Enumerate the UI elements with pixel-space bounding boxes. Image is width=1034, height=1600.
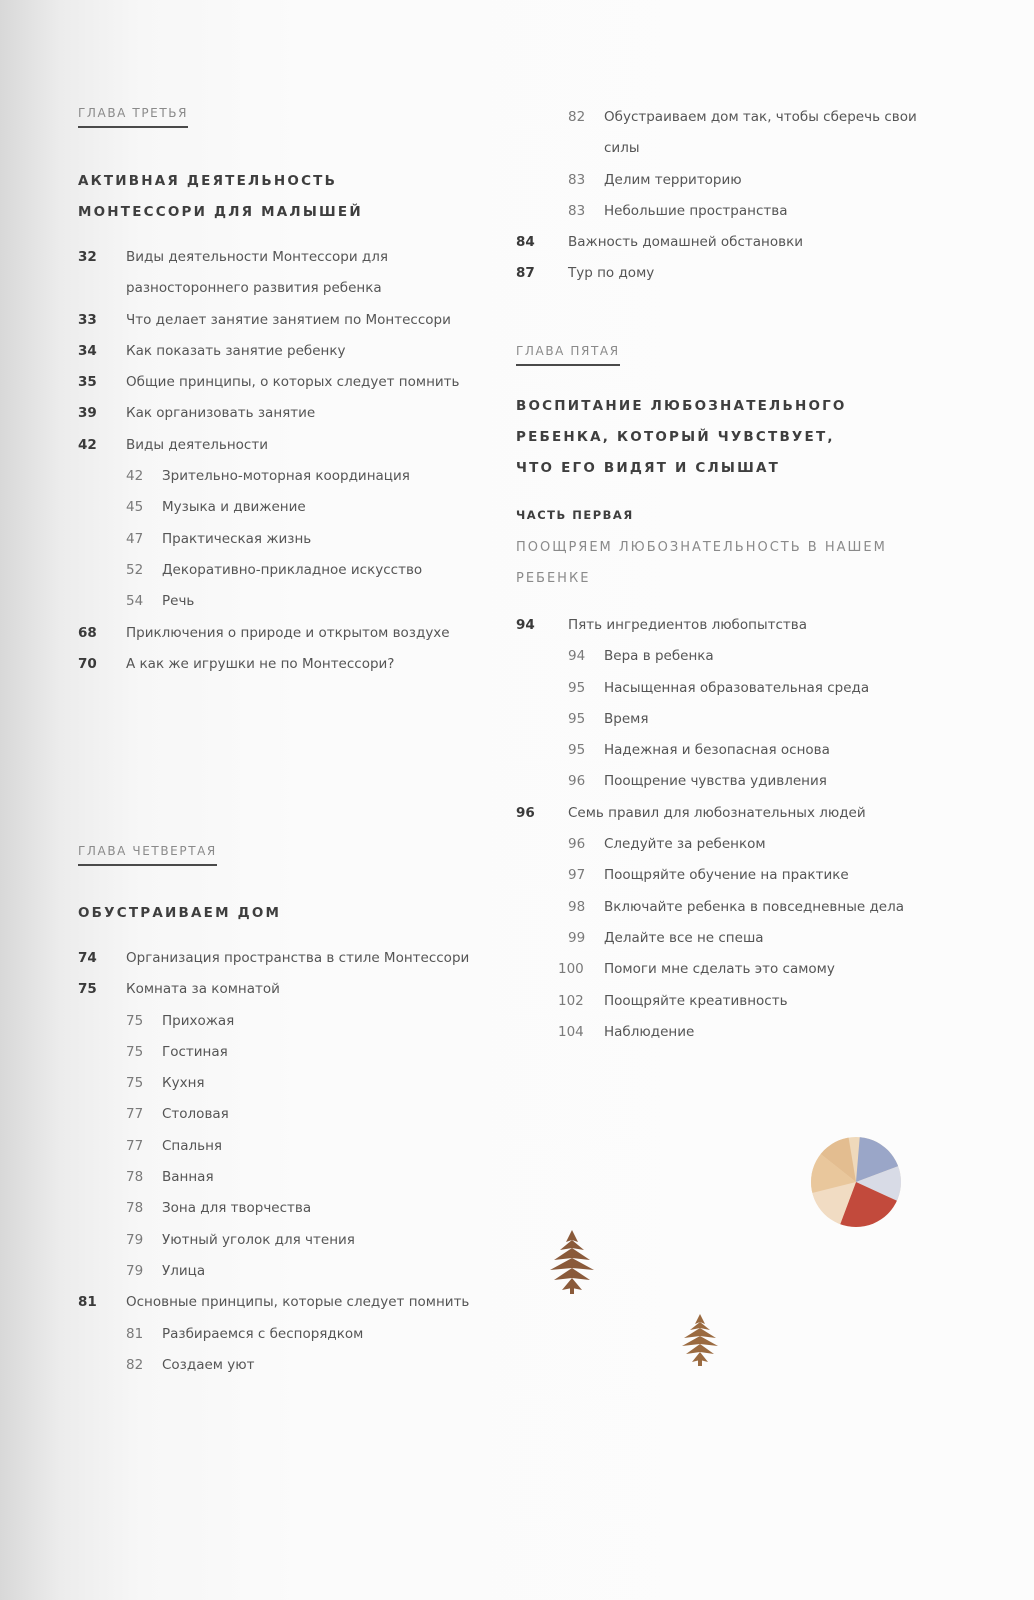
page-number: 81 [78,1294,97,1311]
toc-entry [78,305,478,336]
page-number: 77 [126,1106,144,1123]
chapter-3-entries [78,242,478,680]
page-number: 98 [568,898,586,915]
toc-subentry [516,641,936,672]
chapter-5-title-line2: РЕБЕНКА, КОТОРЫЙ ЧУВСТВУЕТ, [516,429,835,445]
toc-entry [78,974,478,1005]
chapter-4-title [78,898,281,929]
page-number: 79 [126,1231,144,1248]
toc-subentry [78,1099,478,1130]
entry-title: Как организовать занятие [126,405,316,422]
entry-title: Важность домашней обстановки [568,234,804,251]
toc-subentry [78,1162,478,1193]
entry-title: Обустраиваем дом так, чтобы сберечь свои силы [604,109,917,157]
toc-subentry [78,1350,478,1381]
page-number: 104 [558,1023,584,1040]
toc-subentry [78,1131,478,1162]
part-1-title [516,532,887,594]
toc-subentry [78,555,478,586]
page-number: 99 [568,929,586,946]
entry-title: А как же игрушки не по Монтессори? [126,655,395,672]
toc-subentry [516,735,936,766]
entry-title: Гостиная [162,1043,228,1060]
toc-subentry [516,165,936,196]
entry-title: Спальня [162,1137,223,1154]
toc-subentry [516,986,936,1017]
entry-title: Поощряйте обучение на практике [604,867,849,884]
page-number: 83 [568,171,586,188]
toc-subentry [78,1319,478,1350]
entry-title: Виды деятельности Монтессори для разностороннего развития ребенка [126,249,388,297]
page-number: 95 [568,710,586,727]
toc-subentry [78,1256,478,1287]
toc-subentry [516,673,936,704]
toc-subentry [516,892,936,923]
chapter-5-title-line1: ВОСПИТАНИЕ ЛЮБОЗНАТЕЛЬНОГО [516,398,847,414]
entry-title: Общие принципы, о которых следует помнить [126,374,460,391]
page-number: 39 [78,405,97,422]
toc-entry [78,943,478,974]
entry-title: Вера в ребенка [604,648,714,665]
toc-entry [78,367,478,398]
toc-subentry [78,1225,478,1256]
toc-subentry [516,923,936,954]
page-number: 84 [516,234,535,251]
page-number: 77 [126,1137,144,1154]
page-number: 97 [568,867,586,884]
page-number: 94 [516,617,535,633]
page-number: 96 [516,804,535,821]
entry-title: Как показать занятие ребенку [126,342,346,359]
toc-entry [78,336,478,367]
toc-entry [78,430,478,461]
page-number: 102 [558,992,584,1009]
entry-title: Семь правил для любознательных людей [568,804,866,821]
entry-title: Время [604,710,649,727]
entry-title: Надежная и безопасная основа [604,742,830,759]
chapter-4-cont-entries [516,102,936,290]
entry-title: Наблюдение [604,1023,695,1040]
entry-title: Поощряйте креативность [604,992,788,1009]
entry-title: Основные принципы, которые следует помнить [126,1294,470,1311]
page-number: 78 [126,1169,144,1186]
pinecone-small-icon [676,1312,724,1368]
page-number: 75 [78,981,97,998]
page-number: 87 [516,265,535,282]
page-number: 79 [126,1262,144,1279]
page-number: 33 [78,311,97,328]
page-number: 42 [126,468,144,485]
chapter-4-title-line1: ОБУСТРАИВАЕМ ДОМ [78,905,282,921]
entry-title: Следуйте за ребенком [604,836,766,853]
entry-title: Тур по дому [568,265,655,282]
page-number: 75 [126,1043,144,1060]
toc-subentry [78,524,478,555]
toc-subentry [78,1037,478,1068]
part-1-label: ЧАСТЬ ПЕРВАЯ [516,508,634,522]
toc-subentry [516,102,936,165]
entry-title: Включайте ребенка в повседневные дела [604,898,905,915]
page-number: 42 [78,436,97,453]
chapter-3-title-line1: АКТИВНАЯ ДЕЯТЕЛЬНОСТЬ [78,173,338,189]
toc-subentry [516,1017,936,1048]
chapter-5-title-line3: ЧТО ЕГО ВИДЯТ И СЛЫШАТ [516,460,781,476]
chapter-3-title-line2: МОНТЕССОРИ ДЛЯ МАЛЫШЕЙ [78,204,363,220]
page-number: 83 [568,202,586,219]
toc-subentry [78,461,478,492]
entry-title: Создаем уют [162,1356,255,1373]
toc-subentry [516,766,936,797]
entry-title: Кухня [162,1075,205,1092]
chapter-4-entries [78,943,478,1381]
entry-title: Делайте все не спеша [604,929,764,946]
toc-entry [78,649,478,680]
entry-title: Помоги мне сделать это самому [604,961,835,978]
entry-title: Организация пространства в стиле Монтессори [126,950,470,966]
entry-title: Небольшие пространства [604,202,788,219]
toc-entry [516,227,936,258]
page-number: 35 [78,374,97,391]
part-1-title-line1: ПООЩРЯЕМ ЛЮБОЗНАТЕЛЬНОСТЬ В НАШЕМ [516,540,887,555]
entry-title: Поощрение чувства удивления [604,773,827,790]
toc-entry [78,398,478,429]
toc-entry [78,618,478,649]
entry-title: Ванная [162,1169,214,1186]
toc-subentry [78,1006,478,1037]
entry-title: Столовая [162,1106,229,1123]
page-number: 96 [568,773,586,790]
chapter-4-label: ГЛАВА ЧЕТВЕРТАЯ [78,844,217,866]
page-number: 82 [568,109,586,125]
ball-illustration-icon [808,1134,904,1230]
page-number: 78 [126,1200,144,1217]
page-number: 68 [78,624,97,641]
entry-title: Делим территорию [604,171,742,188]
toc-entry [516,798,936,829]
page-number: 70 [78,655,97,672]
toc-entry [78,242,478,305]
entry-title: Практическая жизнь [162,530,312,547]
page-number: 95 [568,742,586,759]
toc-subentry [516,704,936,735]
page-number: 96 [568,836,586,853]
chapter-5-label: ГЛАВА ПЯТАЯ [516,344,620,366]
page-number: 45 [126,499,144,516]
entry-title: Насыщенная образовательная среда [604,679,870,696]
page-number: 74 [78,950,97,966]
toc-entry [78,1287,478,1318]
entry-title: Декоративно-прикладное искусство [162,561,423,578]
page-number: 47 [126,530,144,547]
pinecone-icon [544,1228,600,1296]
page-number: 54 [126,593,144,610]
page-number: 82 [126,1356,144,1373]
entry-title: Виды деятельности [126,436,268,453]
toc-subentry [516,196,936,227]
page-number: 81 [126,1325,144,1342]
toc-entry [516,258,936,289]
entry-title: Улица [162,1262,206,1279]
chapter-3-title [78,166,363,228]
entry-title: Что делает занятие занятием по Монтессори [126,311,451,328]
toc-subentry [516,860,936,891]
page-number: 52 [126,561,144,578]
entry-title: Пять ингредиентов любопытства [568,617,808,633]
toc-subentry [516,954,936,985]
toc-subentry [78,1068,478,1099]
page-number: 100 [558,961,584,978]
toc-subentry [78,492,478,523]
toc-entry [516,610,936,641]
page-number: 32 [78,249,97,265]
page-number: 95 [568,679,586,696]
chapter-5-title [516,391,847,484]
chapter-3-label: ГЛАВА ТРЕТЬЯ [78,106,188,128]
entry-title: Речь [162,593,195,610]
toc-subentry [78,1193,478,1224]
entry-title: Музыка и движение [162,499,306,516]
entry-title: Зона для творчества [162,1200,312,1217]
entry-title: Зрительно-моторная координация [162,468,410,485]
entry-title: Разбираемся с беспорядком [162,1325,364,1342]
toc-subentry [516,829,936,860]
page-number: 75 [126,1075,144,1092]
toc-subentry [78,586,478,617]
entry-title: Комната за комнатой [126,981,280,998]
entry-title: Приключения о природе и открытом воздухе [126,624,450,641]
page-number: 34 [78,342,97,359]
entry-title: Уютный уголок для чтения [162,1231,355,1248]
page-number: 94 [568,648,586,665]
chapter-5-entries [516,610,936,1048]
part-1-title-line2: РЕБЕНКЕ [516,571,591,586]
page-number: 75 [126,1012,144,1029]
entry-title: Прихожая [162,1012,235,1029]
